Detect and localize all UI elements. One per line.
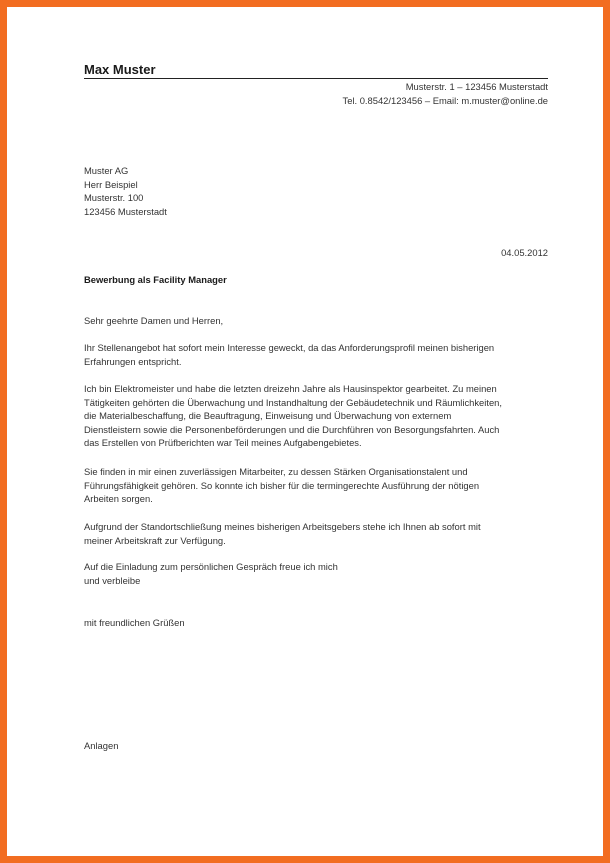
recipient-line: Herr Beispiel — [84, 178, 138, 190]
recipient-line: Musterstr. 100 — [84, 192, 144, 203]
paragraph — [84, 341, 494, 368]
paragraph-line: Führungsfähigkeit gehören. So konnte ich bisher für die termingerechte Ausführung der nötigen — [84, 479, 480, 491]
recipient-line: Muster AG — [84, 165, 129, 176]
paragraph-line: das Erstellen von Prüfberichten war Teil meines Aufgabengebietes. — [84, 437, 362, 448]
sender-contact: Tel. 0.8542/123456 – Email: m.muster@online.de — [342, 95, 548, 106]
paragraph-line: Tätigkeiten gehörten die Überwachung und Instandhaltung der Gebäudetechnik und Räumlichkeiten, — [84, 396, 502, 408]
paragraph — [84, 520, 481, 547]
paragraph — [84, 382, 502, 450]
paragraph-line: Arbeiten sorgen. — [84, 493, 153, 504]
paragraph-line: die Materialbeschaffung, die Beauftragung, Einweisung und Überwachung von externem — [84, 410, 452, 421]
paragraph — [84, 560, 338, 587]
paragraph-line: Ihr Stellenangebot hat sofort mein Interesse geweckt, da das Anforderungsprofil meinen bisherigen — [84, 342, 495, 353]
paragraph-line: Ich bin Elektromeister und habe die letzten dreizehn Jahre als Hausinspektor gearbeitet. Zu meinen — [84, 383, 497, 394]
enclosures-label: Anlagen — [84, 740, 119, 751]
paragraph-line: Dienstleistern sowie die Personenbeförderungen und die Durchführen von Besorgungsfahrten. Auch — [84, 423, 500, 435]
sender-name: Max Muster — [84, 62, 156, 77]
paragraph — [84, 465, 479, 506]
paragraph-line: und verbleibe — [84, 574, 141, 586]
salutation: Sehr geehrte Damen und Herren, — [84, 315, 224, 326]
paragraph-line: Sie finden in mir einen zuverlässigen Mitarbeiter, zu dessen Stärken Organisationstalent und — [84, 466, 468, 477]
subject-line: Bewerbung als Facility Manager — [84, 274, 227, 285]
header-divider — [84, 78, 548, 79]
closing-phrase: mit freundlichen Grüßen — [84, 617, 185, 628]
sender-address: Musterstr. 1 – 123456 Musterstadt — [405, 81, 548, 92]
paragraph-line: Auf die Einladung zum persönlichen Gespräch freue ich mich — [84, 561, 338, 572]
paragraph-line: Erfahrungen entspricht. — [84, 355, 182, 367]
letter-date: 04.05.2012 — [501, 247, 548, 258]
recipient-block — [84, 164, 167, 218]
paragraph-line: Aufgrund der Standortschließung meines bisherigen Arbeitsgebers stehe ich Ihnen ab sofort mit — [84, 521, 481, 532]
letter-page — [14, 14, 610, 863]
paragraph-line: meiner Arbeitskraft zur Verfügung. — [84, 534, 226, 546]
recipient-line: 123456 Musterstadt — [84, 205, 167, 217]
